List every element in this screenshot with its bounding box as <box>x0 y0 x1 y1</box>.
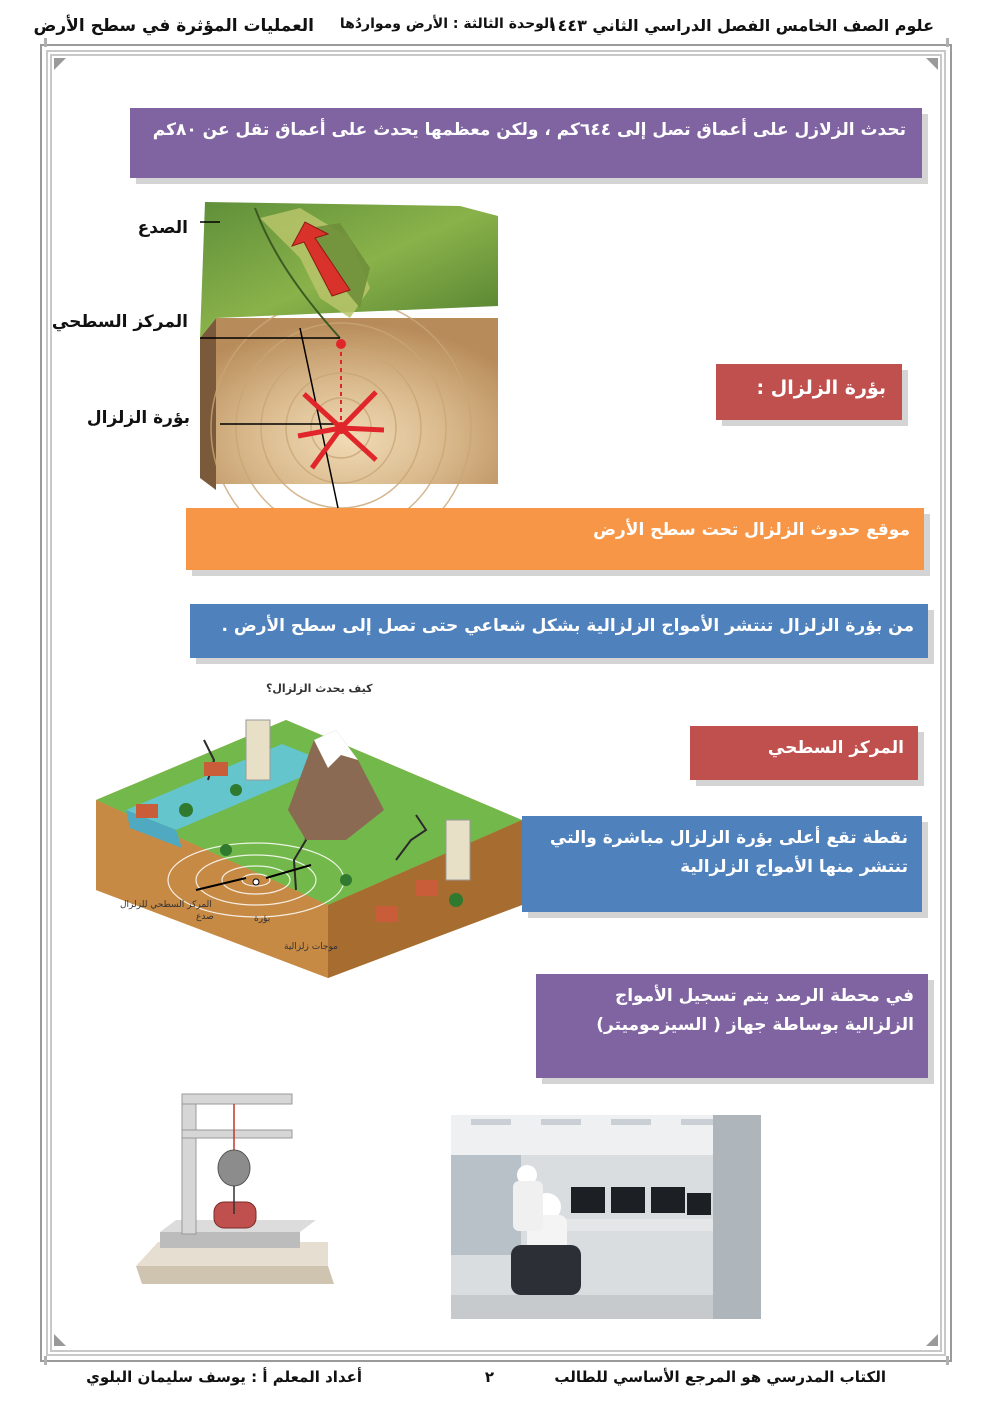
header-unit: الوحدة الثالثة : الأرض ومواردُها <box>339 16 554 32</box>
label-fault: الصدع <box>137 218 188 238</box>
seismometer-image <box>136 1090 334 1284</box>
frame-tick <box>946 1356 949 1365</box>
intro-box <box>130 108 922 178</box>
footer-teacher: أعداد المعلم أ : يوسف سليمان البلوي <box>86 1368 362 1386</box>
label-epicenter: المركز السطحي <box>51 312 188 332</box>
focus-definition-box <box>186 508 924 570</box>
waves-box <box>190 604 928 658</box>
caption-waves: موجات زلزالية <box>284 942 338 952</box>
caption-focus: بؤرة <box>254 914 271 924</box>
page-header <box>0 10 992 42</box>
frame-tick <box>44 38 47 47</box>
focus-heading-box <box>716 364 902 420</box>
header-lesson-title: العمليات المؤثرة في سطح الأرض <box>33 16 314 36</box>
intro-text: تحدث الزلازل على أعماق تصل إلى ٦٤٤كم ، ولكن معظمها يحدث على أعماق تقل عن ٨٠كم <box>152 120 906 140</box>
epicenter-definition-box <box>522 816 922 912</box>
epicenter-heading-text: المركز السطحي <box>767 738 904 758</box>
station-box <box>536 974 928 1078</box>
caption-epicenter: المركز السطحي للزلزال <box>120 900 212 910</box>
frame-tick <box>44 1356 47 1365</box>
monitoring-station-photo <box>451 1115 761 1319</box>
epicenter-heading-box <box>690 726 918 780</box>
focus-heading-text: بؤرة الزلزال : <box>756 377 886 399</box>
frame-tick <box>946 38 949 47</box>
label-focus: بؤرة الزلزال <box>86 408 190 428</box>
header-subject: علوم الصف الخامس الفصل الدراسي الثاني ١٤٤٣ <box>547 16 934 35</box>
footer-textbook-note: الكتاب المدرسي هو المرجع الأساسي للطالب <box>554 1368 886 1386</box>
corner-ornament <box>926 1334 938 1346</box>
footer-page-number: ٢ <box>484 1368 494 1386</box>
caption-fault: صدع <box>196 912 214 922</box>
waves-text: من بؤرة الزلزال تنتشر الأمواج الزلزالية بشكل شعاعي حتى تصل إلى سطح الأرض . <box>221 616 914 636</box>
corner-ornament <box>54 1334 66 1346</box>
corner-ornament <box>926 58 938 70</box>
focus-definition-text: موقع حدوث الزلزال تحت سطح الأرض <box>593 520 910 540</box>
earthquake-block-diagram <box>200 198 500 510</box>
station-text: في محطة الرصد يتم تسجيل الأمواج الزلزالية بوساطة جهاز ( السيزموميتر) <box>596 986 914 1035</box>
illustration-title: كيف يحدث الزلزال؟ <box>266 682 373 695</box>
earthquake-illustration <box>96 700 522 978</box>
corner-ornament <box>54 58 66 70</box>
epicenter-definition-text: نقطة تقع أعلى بؤرة الزلزال مباشرة والتي تنتشر منها الأمواج الزلزالية <box>549 828 908 877</box>
